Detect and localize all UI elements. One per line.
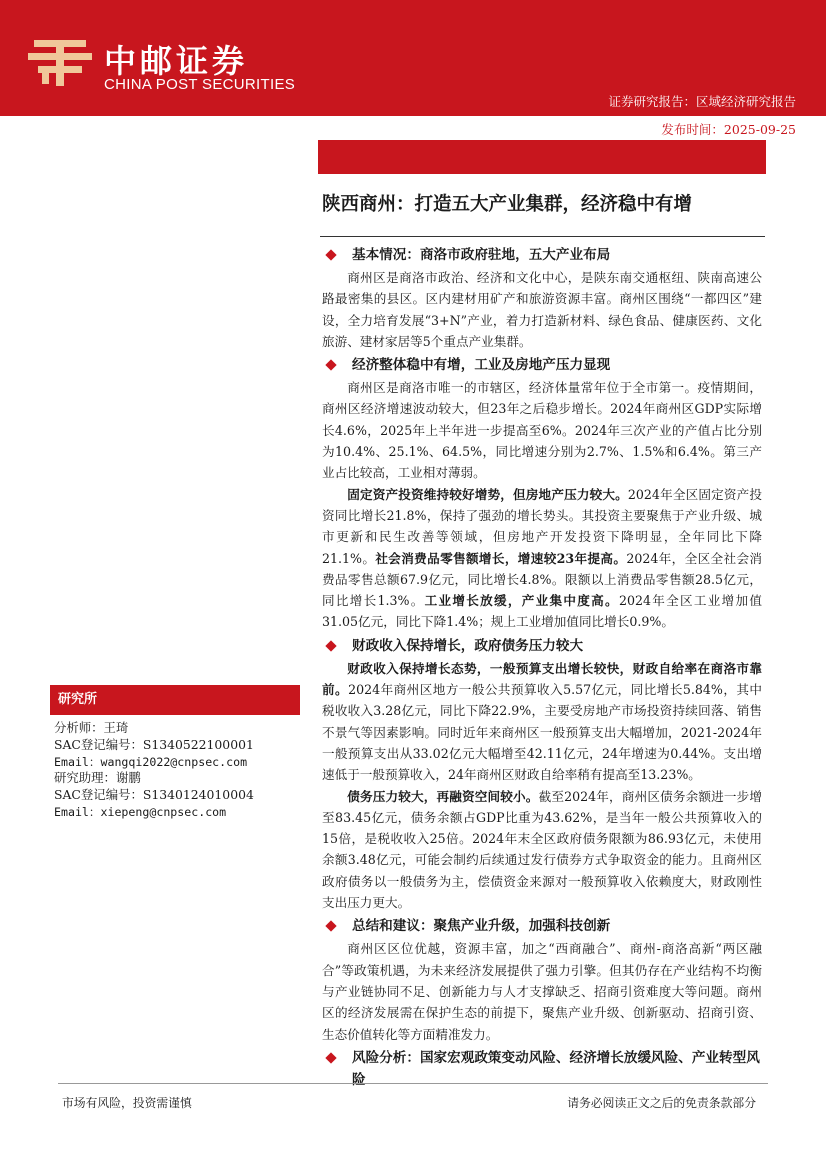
body-text: 2024年全区固定资产投资同比增长21.8%，保持了强劲的增长势头。其投资主要聚焦于产业升级、城市更新和民生改善等领域，但房地产开发投资下降明显，全年同比下降21.1%。	[322, 486, 762, 566]
section-heading-text: 经济整体稳中有增，工业及房地产压力显现	[352, 357, 611, 374]
body-paragraph	[322, 938, 762, 1044]
footer-risk-notice: 市场有风险，投资需谨慎	[62, 1096, 192, 1110]
section-heading-text: 风险分析：国家宏观政策变动风险、经济增长放缓风险、产业转型风险	[352, 1049, 760, 1088]
footer-divider	[58, 1083, 768, 1084]
bullet-diamond-icon	[325, 1052, 336, 1063]
assistant-name: 研究助理：谢鹏	[54, 770, 141, 786]
section-heading	[322, 354, 762, 376]
report-body	[322, 242, 762, 1092]
body-paragraph	[322, 377, 762, 483]
analyst-name: 分析师：王琦	[54, 720, 129, 735]
logo-text-en: CHINA POST SECURITIES	[104, 76, 296, 93]
section-heading-text: 总结和建议：聚焦产业升级，加强科技创新	[352, 918, 611, 935]
report-title: 陕西商州：打造五大产业集群，经济稳中有增	[322, 194, 693, 215]
body-text: 商州区是商洛市政治、经济和文化中心，是陕东南交通枢纽、陕南高速公路最密集的县区。区内建材用矿产和旅游资源丰富。商州区围绕“一都四区”建设，全力培育发展“3+N”产业，着力打造新材料、绿色食品、健康医药、文化旅游、建材家居等5个重点产业集群。	[322, 270, 762, 349]
body-paragraph	[322, 484, 762, 633]
analyst-email[interactable]: Email：wangqi2022@cnpsec.com	[54, 754, 248, 769]
body-paragraph	[322, 786, 762, 914]
bullet-diamond-icon	[325, 921, 336, 932]
assistant-email[interactable]: Email：xiepeng@cnpsec.com	[54, 804, 227, 819]
bullet-diamond-icon	[325, 360, 336, 371]
bold-lead-text: 债务压力较大，再融资空间较小。	[347, 788, 539, 804]
analyst-info	[54, 720, 254, 821]
title-accent-bar	[318, 140, 766, 174]
section-heading-text: 基本情况：商洛市政府驻地，五大产业布局	[352, 247, 611, 263]
title-divider	[320, 236, 765, 237]
bullet-diamond-icon	[325, 249, 336, 260]
body-text: 2024年商州区地方一般公共预算收入5.57亿元，同比增长5.84%，其中税收收入3.28亿元，同比下降22.9%，主要受房地产市场投资持续回落、销售不景气等因素影响。同时近年来商州区一般预算支出大幅增加，2021-2024年一般预算支出从33.02亿元大幅增至42.11亿元，24年增速为0.44%。支出增速低于一般预算收入，24年商州区财政自给率稍有提高至13.23%。	[322, 682, 762, 783]
section-heading	[322, 244, 762, 266]
body-text: 2024年，全区全社会消费品零售总额67.9亿元，同比增长4.8%。限额以上消费品零售额28.5亿元，同比增长1.3%。	[322, 550, 762, 609]
bold-lead-text: 社会消费品零售额增长，增速较23年提高。	[375, 550, 627, 566]
china-post-logo-icon	[28, 36, 92, 86]
assistant-sac: SAC登记编号：S1340124010004	[54, 787, 254, 803]
body-paragraph	[322, 267, 762, 352]
section-heading	[322, 635, 762, 657]
analyst-sac: SAC登记编号：S1340522100001	[54, 736, 254, 752]
bold-lead-text: 财政收入保持增长态势，一般预算支出增长较快，财政自给率在商洛市靠前。	[322, 660, 762, 698]
body-text: 截至2024年，商州区债务余额进一步增至83.45亿元，债务余额占GDP比重为43.62%，是当年一般公共预算收入的15倍，是税收收入25倍。2024年末全区政府债务限额为86.93亿元，未使用余额3.48亿元，可能会制约后续通过发行债券方式争取资金的能力。且商州区政府债务以一般债务为主，偿债资金来源对一般预算收入依赖度大，财政刚性支出压力更大。	[322, 788, 762, 911]
body-text: 商州区区位优越，资源丰富，加之“西商融合”、商州-商洛高新“两区融合”等政策机遇，为未来经济发展提供了强力引擎。但其仍存在产业结构不均衡与产业链协同不足、创新能力与人才支撑缺乏、招商引资难度大等问题。商州区的经济发展需在保护生态的前提下，聚焦产业升级、创新驱动、招商引资、生态价值转化等方面精准发力。	[322, 941, 762, 1042]
publish-date: 发布时间：2025-09-25	[661, 122, 796, 137]
section-heading	[322, 1047, 762, 1091]
bold-lead-text: 工业增长放缓，产业集中度高。	[424, 593, 619, 609]
body-paragraph	[322, 658, 762, 786]
footer-disclaimer: 请务必阅读正文之后的免责条款部分	[567, 1096, 756, 1110]
report-type: 证券研究报告：区域经济研究报告	[608, 94, 796, 109]
section-heading-text: 财政收入保持增长，政府债务压力较大	[352, 637, 584, 654]
sidebar-section-label: 研究所	[50, 685, 300, 715]
logo-text-cn: 中邮证券	[104, 42, 249, 80]
bold-lead-text: 固定资产投资维持较好增势，但房地产压力较大。	[347, 486, 628, 502]
body-text: 2024年全区工业增加值31.05亿元，同比下降1.4%；规上工业增加值同比增长0.9%。	[322, 593, 762, 630]
section-heading	[322, 915, 762, 937]
bullet-diamond-icon	[325, 640, 336, 651]
body-text: 商州区是商洛市唯一的市辖区，经济体量常年位于全市第一。疫情期间，商州区经济增速波动较大，但23年之后稳步增长。2024年商州区GDP实际增长4.6%，2025年上半年进一步提高至6%。2024年三次产业的产值占比分别为10.4%、25.1%、64.5%，同比增速分别为2.7%、1.5%和6.4%。第三产业占比较高，工业相对薄弱。	[322, 380, 762, 481]
